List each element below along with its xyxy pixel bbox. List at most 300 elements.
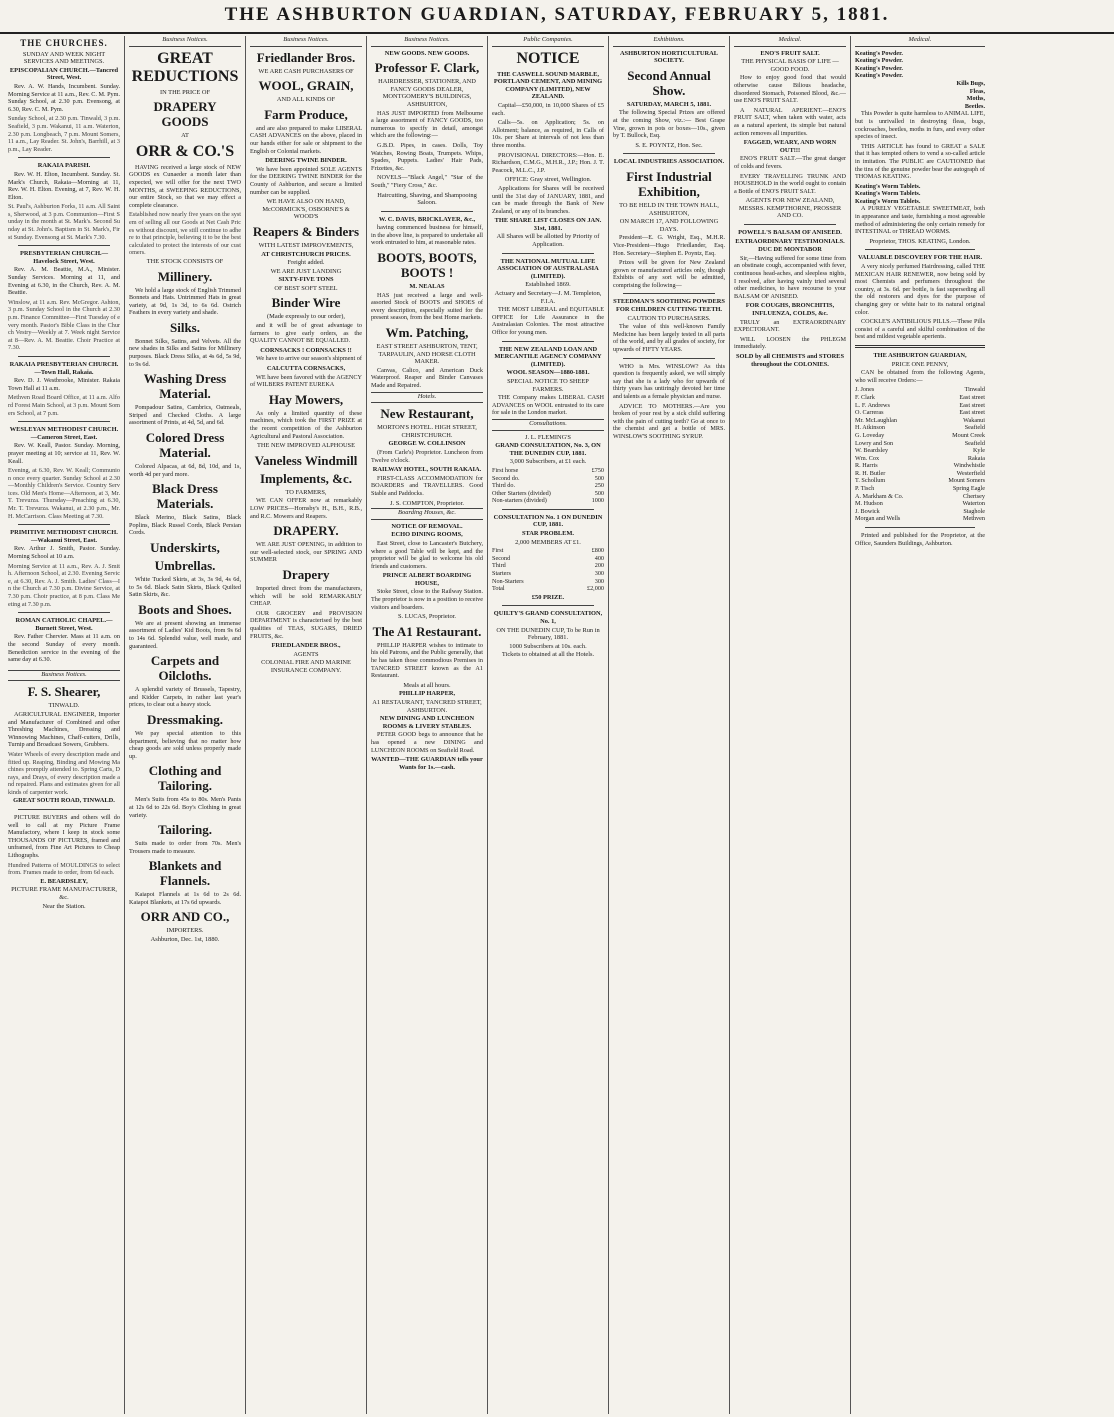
kills-item: Beetles. bbox=[964, 102, 985, 110]
list-row-label: Non-starters (divided) bbox=[492, 497, 547, 505]
sold-text: SOLD by all CHEMISTS and STORES throughout the COLONIES. bbox=[735, 352, 845, 368]
davis-text: having commenced business for himself, in the above line, is prepared to undertake all work entrusted to him, at reasonable rates. bbox=[371, 224, 483, 247]
list-row-label: First horse bbox=[492, 466, 519, 474]
clark-title: Professor F. Clark, bbox=[374, 60, 480, 76]
church-text: Rev. A. W. Hands, Incumbent. Sunday. Morning Service at 11 a.m., Rev. C. M. Pym. Sunday School, at 2.30 p.m. Evensong, at 6.30, Rev. C. M. Pym. bbox=[8, 82, 120, 113]
clark-text: HAS JUST IMPORTED from Melbourne a large assortment of FANCY GOODS, too numerous to specify in detail, amongst which are the following:— bbox=[371, 109, 483, 140]
church-heading: EPISCOPALIAN CHURCH.—Tancred Street, West. bbox=[9, 66, 119, 82]
churches-heading: THE CHURCHES. bbox=[20, 38, 108, 48]
all-kinds: AND ALL KINDS OF bbox=[276, 96, 336, 104]
new-restaurant-sub: MORTON'S HOTEL. HIGH STREET, CHRISTCHURCH. bbox=[377, 424, 477, 439]
deering-title: DEERING TWINE BINDER. bbox=[265, 157, 347, 165]
exhibition-date: ON MARCH 17, AND FOLLOWING DAYS. bbox=[619, 218, 719, 233]
in-price-of: IN THE PRICE OF bbox=[159, 88, 211, 96]
importers-label: IMPORTERS. bbox=[166, 927, 204, 935]
advice-text: ADVICE TO MOTHERS.—Are you broken of your rest by a sick child suffering with the pain of cutting teeth? Go at once to the chemist and get a bottle of MRS. WINSLOW'S SOOTHING SYRUP. bbox=[613, 402, 725, 440]
church-heading: ROMAN CATHOLIC CHAPEL.—Burnett Street, West. bbox=[15, 617, 113, 632]
latest-improvements: WITH LATEST IMPROVEMENTS, bbox=[258, 241, 354, 249]
silks-title: Silks. bbox=[170, 319, 200, 335]
caution-label: CAUTION TO PURCHASERS. bbox=[627, 314, 711, 322]
list-row bbox=[855, 500, 985, 508]
list-row-value: 250 bbox=[594, 482, 604, 490]
stock-consists: THE STOCK CONSISTS OF bbox=[146, 257, 224, 265]
tickets: Tickets to obtained at all the Hotels. bbox=[501, 651, 595, 659]
shearer-name: F. S. Shearer, bbox=[27, 684, 101, 700]
binder-text: and it will be of great advantage to farmers to give early orders, as the QUALITY CANNOT BE EQUALLED. bbox=[250, 322, 362, 345]
national-mutual: THE NATIONAL MUTUAL LIFE ASSOCIATION OF AUSTRALASIA (LIMITED). bbox=[497, 257, 599, 280]
special-notice: SPECIAL NOTICE TO SHEEP FARMERS. bbox=[507, 377, 589, 393]
kills-item: Moths, bbox=[966, 95, 985, 103]
church-heading: PRIMITIVE METHODIST CHURCH.—Wakanui Street, East. bbox=[10, 529, 118, 544]
list-row bbox=[855, 493, 985, 501]
washing-title: Washing Dress Material. bbox=[143, 371, 227, 402]
officers-text: President—E. G. Wright, Esq., M.H.R. Vice-President—Hugo Friedlander, Esq. Hon. Secretary—Stephen E. Poyntz, Esq. bbox=[613, 234, 725, 257]
orr-date: Ashburton, Dec. 1st, 1880. bbox=[150, 936, 220, 944]
testimonials: EXTRAORDINARY TESTIMONIALS. bbox=[735, 237, 845, 245]
applications-text: Applications for Shares will be received until the 31st day of JANUARY, 1881, and can be made through the Bank of New Zealand, or any of its branches. bbox=[492, 184, 604, 215]
list-row bbox=[855, 440, 985, 448]
list-row bbox=[492, 497, 604, 505]
list-row-value: East street bbox=[959, 409, 985, 417]
office-address: OFFICE: Gray street, Wellington. bbox=[504, 176, 592, 184]
church-text: Rev. Arthur J. Smith, Pastor. Sunday. Morning School at 10 a.m. bbox=[8, 545, 120, 561]
nealas-name: M. NEALAS bbox=[409, 283, 445, 291]
echo-dining: ECHO DINING ROOMS, bbox=[391, 531, 463, 539]
binder-sub: (Made expressly to our order), bbox=[267, 313, 345, 321]
list-row-value: Windwhistle bbox=[953, 462, 985, 470]
keating-powder: Keating's Powder. bbox=[855, 49, 903, 57]
binder-wire-title: Binder Wire bbox=[271, 295, 341, 311]
washing-text: Pompadour Satins, Cambrics, Oatmeals, Striped and Checked Cloths. A large assortment of Prints, at 4d, 5d, and 6d. bbox=[129, 404, 241, 427]
boots-text: We are at present showing an immense assortment of Ladies' Kid Boots, from 9s 6d to 14s 6d. Splendid value, well made, and guaranteed. bbox=[129, 619, 241, 650]
cornsacks-title: CORNSACKS ! CORNSACKS !! bbox=[260, 346, 352, 354]
carpets-title: Carpets and Oilcloths. bbox=[150, 653, 220, 684]
list-row bbox=[855, 485, 985, 493]
new-goods: NEW GOODS. NEW GOODS. bbox=[384, 49, 470, 57]
natural-aperient: A NATURAL APERIENT.—ENO'S FRUIT SALT, when taken with water, acts as a natural aperient, its simple but natural action removes all impurities. bbox=[734, 106, 846, 137]
list-row-label: G. Loveday bbox=[855, 431, 885, 439]
hay-mowers-title: Hay Mowers, bbox=[268, 391, 344, 407]
list-row bbox=[855, 447, 985, 455]
farm-produce: Farm Produce, bbox=[264, 106, 348, 122]
drapery-text: Imported direct from the manufacturers, which will be sold REMARKABLY CHEAP. bbox=[250, 584, 362, 608]
list-row bbox=[855, 455, 985, 463]
nealas-text: HAS just received a large and well-assorted Stock of BOOTS and SHOES of every description, especially suited for the present season, from the best Home markets. bbox=[371, 291, 483, 322]
orr-signature: ORR AND CO., bbox=[140, 909, 230, 925]
list-row bbox=[855, 424, 985, 432]
kills-item: Fleas, bbox=[969, 87, 985, 95]
worm-tablets: Keating's Worm Tablets. bbox=[855, 190, 921, 198]
list-row-label: M. Hudson bbox=[855, 500, 883, 508]
list-row-label: R. Harris bbox=[855, 462, 878, 470]
goode-text: PETER GOOD begs to announce that he has opened a new DINING and LUNCHEON ROOMS on Seafield Road. bbox=[371, 731, 483, 754]
powell-balsam: POWELL'S BALSAM OF ANISEED. bbox=[738, 229, 842, 237]
shearer-place: TINWALD. bbox=[48, 702, 80, 710]
millinery-text: We hold a large stock of English Trimmed Bonnets and Hats. Untrimmed Hats in great variety, at 9d, 1s 3d, to 6s 6d. Ostrich Feathers in every variety and shade. bbox=[129, 286, 241, 317]
calcutta-cornsacks: CALCUTTA CORNSACKS, bbox=[266, 365, 346, 373]
tailoring-title: Tailoring. bbox=[157, 822, 213, 838]
column-orr bbox=[125, 36, 246, 1414]
filler-text: Winslow, at 11 a.m. Rev. McGregor. Ashton, 3 p.m. Sunday School in the Church at 2.30 p.m. Finance Committee—First Tuesday of every month. Pastor's Bible Class in the Church Vestry—Weekly at 7. Week night Service at 8—Rev. A. M. Beattie. Choir Practice at 7.30. bbox=[8, 298, 120, 352]
column-header: Business Notices. bbox=[129, 36, 241, 47]
beardsley-address: Near the Station. bbox=[42, 902, 86, 910]
list-row bbox=[492, 578, 604, 586]
list-row-label: R. H. Butler bbox=[855, 469, 886, 477]
boots-title: Boots and Shoes. bbox=[138, 601, 232, 617]
agents-nz: AGENTS FOR NEW ZEALAND, MESSRS. KEMPTHORNE, PROSSER AND CO. bbox=[738, 197, 842, 220]
list-row-label: F. Clark bbox=[855, 393, 875, 401]
list-row-label: H. Atkinson bbox=[855, 424, 885, 432]
umbrellas-title: Umbrellas. bbox=[154, 558, 216, 573]
prize-50: £50 PRIZE. bbox=[531, 593, 565, 601]
column-header: Exhibitions. bbox=[613, 36, 725, 47]
lucas-name: S. LUCAS, Proprietor. bbox=[397, 613, 457, 621]
price-one-penny: PRICE ONE PENNY, bbox=[891, 360, 949, 368]
list-row-label: P. Tisch bbox=[855, 485, 875, 493]
physical-basis: THE PHYSICAL BASIS OF LIFE — GOOD FOOD. bbox=[741, 58, 839, 73]
list-row bbox=[855, 386, 985, 394]
list-row-label: L. F. Andrews bbox=[855, 401, 890, 409]
caswell-company: THE CASWELL SOUND MARBLE, PORTLAND CEMENT, AND MINING COMPANY (LIMITED), NEW ZEALAND. bbox=[493, 70, 603, 101]
grocery-text: OUR GROCERY and PROVISION DEPARTMENT is characterised by the best qualities of TEAS, SUGARS, DRIED FRUITS, &c. bbox=[250, 609, 362, 640]
filler-text: St. Paul's, Ashburton Forks, 11 a.m. All Saints, Sherwood, at 3 p.m. Communion—First Sunday in the month at St. Mark's. Second Sunday at St. John's. Baptism in St. Mark's, First Sunday. Evensong at St. Mark's 7.30. bbox=[8, 203, 120, 241]
filler-text: Sunday School, at 2.30 p.m. Tinwald, 3 p.m. Seafield, 3 p.m. Wakanui, 11 a.m. Waterton, 2.30 p.m. Longbeach, 7 p.m. Mount Somers, 11 a.m., Lay Reader. St. John's, Barrhill, at 3 p.m., Lay Reader. bbox=[8, 115, 120, 153]
show-date: SATURDAY, MARCH 5, 1881. bbox=[626, 100, 712, 108]
masthead: THE ASHBURTON GUARDIAN, SATURDAY, FEBRUARY 5, 1881. bbox=[0, 0, 1114, 34]
list-row-value: 300 bbox=[594, 577, 604, 585]
column-header: Medical. bbox=[855, 36, 985, 47]
allotment-text: All Shares will be allotted by Priority of Application. bbox=[496, 233, 600, 249]
grand-consultation: GRAND CONSULTATION, No. 3, ON THE DUNEDIN CUP, 1881. bbox=[495, 442, 601, 457]
millinery-title: Millinery. bbox=[157, 268, 213, 284]
blankets-title: Blankets and Flannels. bbox=[148, 858, 222, 889]
list-row-value: Seafield bbox=[964, 424, 985, 432]
column-header: Business Notices. bbox=[371, 36, 483, 47]
filler-text: Water Wheels of every description made and fitted up. Reaping, Binding and Mowing Machines promptly attended to. Spring Carts, Drays, and Drays, of every description made and repaired. Plans and estimates given for all kinds of carpenter work. bbox=[8, 750, 120, 796]
harper-sub: A1 RESTAURANT, TANCRED STREET, ASHBURTON. bbox=[372, 699, 482, 714]
first-exhibition: First Industrial Exhibition, bbox=[626, 168, 712, 199]
printed-by: Printed and published for the Proprietor, at the Office, Saunders Buildings, Ashburton. bbox=[855, 532, 985, 547]
list-row-value: £800 bbox=[591, 547, 604, 555]
list-row bbox=[855, 409, 985, 417]
sixty-five-tons: SIXTY-FIVE TONS bbox=[278, 276, 334, 284]
list-row-label: A. Markham & Co. bbox=[855, 492, 904, 500]
column-companies bbox=[488, 36, 609, 1414]
truly-text: TRULY an EXTRAORDINARY EXPECTORANT. bbox=[734, 318, 846, 334]
insurance-company: COLONIAL FIRE AND MARINE INSURANCE COMPANY. bbox=[261, 659, 351, 674]
list-row-label: W. Beardsley bbox=[855, 447, 889, 455]
deering-text: We have been appointed SOLE AGENTS for the DEERING TWINE BINDER for the County of Ashburton, and secure a limited number can be supplied. bbox=[250, 165, 362, 196]
list-row bbox=[855, 477, 985, 485]
capital-text: Capital—£50,000, in 10,000 Shares of £5 each. bbox=[492, 101, 604, 117]
wanted-notice: WANTED—THE GUARDIAN tells your Wants for 1s.—cash. bbox=[371, 756, 483, 771]
show-text: The following Special Prizes are offered at the coming Show, viz.:— Best Grape Vine, grown in pots or boxes—10s., given by T. Bullock, Esq. bbox=[613, 109, 725, 140]
keating-powder: Keating's Powder. bbox=[855, 72, 903, 80]
list-row-value: Westerfield bbox=[956, 469, 985, 477]
column-clark bbox=[367, 36, 488, 1414]
agents-label: AGENTS bbox=[293, 650, 319, 658]
clark-sub: HAIRDRESSER, STATIONER, AND FANCY GOODS DEALER, MONTGOMERY'S BUILDINGS, ASHBURTON, bbox=[378, 78, 476, 108]
church-text: Rev. W. Keall, Pastor. Sunday. Morning, prayer meeting at 10; service at 11, Rev. W. Keall. bbox=[8, 442, 120, 465]
steedman-title: STEEDMAN'S SOOTHING POWDERS FOR CHILDREN CUTTING TEETH. bbox=[613, 298, 725, 314]
patching-sub: EAST STREET ASHBURTON, TENT, TARPAULIN, AND HORSE CLOTH MAKER. bbox=[376, 343, 478, 366]
winslow-text: WHO is Mrs. WINSLOW? As this question is frequently asked, we will simply say that she is a lady who for upwards of thirty years has untiringly devoted her time and talents as a female physician and nurse. bbox=[613, 362, 725, 400]
list-row bbox=[492, 570, 604, 578]
list-row-value: Chertsey bbox=[963, 492, 985, 500]
list-row bbox=[492, 467, 604, 475]
hotels-heading: Hotels. bbox=[371, 392, 483, 404]
travelling-text: EVERY TRAVELLING TRUNK AND HOUSEHOLD in the world ought to contain a Bottle of ENO'S FRUIT SALT. bbox=[734, 172, 846, 195]
railway-text: FIRST-CLASS ACCOMMODATION for BOARDERS and TRAVELLERS. Good Stable and Paddocks. bbox=[371, 474, 483, 497]
list-row-label: J. Jones bbox=[855, 386, 875, 394]
column-header: Business Notices. bbox=[250, 36, 362, 47]
new-restaurant-title: New Restaurant, bbox=[380, 406, 474, 422]
quilty-title: QUILTY'S GRAND CONSULTATION, No. 1, bbox=[493, 610, 603, 625]
hay-intro: WE have been favored with the AGENCY of WILBERS PATENT EUREKA bbox=[250, 373, 362, 389]
list-row-value: Kyle bbox=[972, 447, 985, 455]
list-row bbox=[492, 562, 604, 570]
vaneless-title: Vaneless Windmill bbox=[254, 452, 358, 468]
blankets-text: Kaiapoi Flannels at 1s 6d to 2s 6d. Kaiapoi Blankets, at 17s 6d upwards. bbox=[129, 891, 241, 906]
agents-list bbox=[855, 386, 985, 523]
list-row-label: Starters bbox=[492, 570, 511, 578]
clothing-text: Men's Suits from 45s to 80s. Men's Pants at 12s 6d to 22s 6d. Boy's Clothing in great variety. bbox=[129, 796, 241, 819]
fagged: FAGGED, WEARY, AND WORN OUT!!! bbox=[743, 139, 837, 154]
harper-text: PHILLIP HARPER wishes to intimate to his old Patrons, and the Public generally, that he has taken those commodious Premises in TANCRED STREET known as the A1 Restaurant. bbox=[371, 641, 483, 680]
dressmaking-title: Dressmaking. bbox=[147, 711, 223, 727]
list-row-label: J. Bowick bbox=[855, 507, 880, 515]
list-row-label: Mr. McLaughlan bbox=[855, 416, 897, 424]
stimulants-text: ENO'S FRUIT SALT.—The great danger of colds and fevers. bbox=[734, 155, 846, 170]
fleming-name: J. L. FLEMING'S bbox=[525, 433, 571, 441]
prince-text: Stoke Street, close to the Railway Station. The proprietor is now in a position to receive visitors and boarders. bbox=[371, 588, 483, 611]
church-text: Rev. D. J. Westbrooke, Minister. Rakaia Town Hall at 11 a.m. bbox=[8, 377, 120, 392]
column-churches bbox=[4, 36, 125, 1414]
drapery-heading: DRAPERY. bbox=[273, 523, 339, 539]
prince-albert: PRINCE ALBERT BOARDING HOUSE, bbox=[382, 572, 472, 587]
orr-title: ORR & CO.'S bbox=[135, 142, 235, 160]
hair-text: A very nicely perfumed Hairdressing, called THE MEXICAN HAIR RENEWER, now being sold by most Chemists and perfumers throughout the country, at 3s. 6d. per bottle, is fast superseding all the old restorers and dyes for the purpose of changing grey or white hair to its natural original color. bbox=[855, 263, 985, 316]
filler-text: Hundred Patterns of MOULDINGS to select from. Frames made to order, from 6d each. bbox=[8, 861, 120, 877]
list-row bbox=[492, 475, 604, 483]
list-row-label: Second do. bbox=[492, 474, 520, 482]
a1-title: The A1 Restaurant. bbox=[372, 623, 482, 639]
list-row-value: Spring Eagle bbox=[952, 485, 985, 493]
list-row-value: 400 bbox=[594, 554, 604, 562]
worm-tablets: Keating's Worm Tablets. bbox=[855, 197, 921, 205]
shearer-address: GREAT SOUTH ROAD, TINWALD. bbox=[13, 797, 115, 805]
removal-notice: NOTICE OF REMOVAL. bbox=[391, 522, 463, 530]
list-row-label: O. Carreras bbox=[855, 409, 884, 417]
hair-saloon: Haircutting, Shaving, and Shampooing Saloon. bbox=[377, 191, 477, 207]
list-row-value: 200 bbox=[594, 562, 604, 570]
list-row-label: Morgan and Wells bbox=[855, 515, 901, 523]
underskirts-title: Underskirts, bbox=[150, 540, 220, 555]
guardian-title: THE ASHBURTON GUARDIAN, bbox=[873, 351, 967, 359]
compton-name: J. S. COMPTON, Proprietor. bbox=[390, 499, 464, 507]
kills-item: Kills Bugs, bbox=[956, 79, 985, 87]
subscribers: 3,000 Subscribers, at £1 each. bbox=[509, 458, 587, 466]
list-row-value: Waterton bbox=[962, 500, 985, 508]
list-row bbox=[492, 547, 604, 555]
list-row bbox=[492, 490, 604, 498]
silks-text: Bonnet Silks, Satins, and Velvets. All the new shades in Silks and Satins for Millinery purposes. Black Dress Silks, at 4s 6d, 5s 9d, to 9s 6d. bbox=[129, 337, 241, 368]
newspaper-columns bbox=[4, 36, 1110, 1414]
filler-text: Established now nearly five years on the system of selling all our Goods at Net Cash Prices without discount, we still continue to adhere to that principle, believing it to be the best calculated to protect the interests of our customers. bbox=[129, 211, 241, 257]
farm-text: and are also prepared to make LIBERAL CASH ADVANCES on the above, placed in our hands either for sale or shipment to the English or Colonial markets. bbox=[250, 124, 362, 155]
colored-text: Colored Alpacas, at 6d, 8d, 10d, and 1s, worth 4d per yard more. bbox=[129, 463, 241, 478]
collinson-text: (From Carle's) Proprietor. Luncheon from Twelve o'clock. bbox=[371, 448, 483, 464]
church-text: Rev. Father Chervier. Mass at 11 a.m. on the second Sunday of every month. Benediction service in the evening of the same day at 6.30. bbox=[8, 633, 120, 664]
list-row-label: Total bbox=[492, 585, 505, 593]
list-row-value: Wakanui bbox=[963, 416, 985, 424]
underskirts-text: White Tucked Skirts, at 3s, 3s 9d, 4s 6d, to 5s 6d. Black Satin Skirts, Black Quilted Satin Skirts, &c. bbox=[129, 576, 241, 599]
great-reductions-title: GREAT REDUCTIONS bbox=[131, 49, 239, 85]
list-row bbox=[492, 555, 604, 563]
carpets-text: A splendid variety of Brussels, Tapestry, and Kidder Carpets, in rather last year's prices, to clear out a heavy stock. bbox=[129, 686, 241, 709]
montabor: DUC DE MONTABOR bbox=[758, 246, 822, 254]
list-row-value: 500 bbox=[594, 474, 604, 482]
clark-list: G.B.D. Pipes, in cases. Dolls, Toy Watches, Rowing Boats, Trumpets. Whips, Spades, Puppets. Ladies' Hair Pads, Frizettes, &c. bbox=[371, 141, 483, 172]
friedlander-signature: FRIEDLANDER BROS., bbox=[271, 642, 341, 650]
share-list-closes: THE SHARE LIST CLOSES ON JAN. 31st, 1881. bbox=[494, 217, 602, 232]
keating-proprietor: Proprietor, THOS. KEATING, London. bbox=[869, 237, 971, 245]
list-row bbox=[855, 394, 985, 402]
list-row-value: Rakaia bbox=[967, 454, 985, 462]
list-row bbox=[855, 432, 985, 440]
to-farmers: TO FARMERS, bbox=[285, 488, 327, 496]
list-row-label: Third bbox=[492, 562, 506, 570]
calls-text: Calls—5s. on Application; 5s. on Allotment; balance, as required, in Calls of 10s. per Share at intervals of not less than three months. bbox=[492, 119, 604, 149]
list-row bbox=[855, 508, 985, 516]
vaneless-intro: THE NEW IMPROVED ALPHOUSE bbox=[256, 442, 356, 450]
colored-title: Colored Dress Material. bbox=[145, 430, 225, 461]
eno-text: How to enjoy good food that would otherwise cause Bilious headache, disordered Stomach, Poisoned Blood, &c.—use ENO'S FRUIT SALT. bbox=[734, 74, 846, 105]
harper-name: PHILLIP HARPER, bbox=[398, 690, 456, 698]
patching-text: Canvas, Calico, and American Duck Waterproof. Reaper and Binder Canvases Made and Repaired. bbox=[371, 366, 483, 389]
echo-text: East Street, close to Lancaster's Butchery, where a good Table will be kept, and the proprietor will be glad to welcome his old friends and customers. bbox=[371, 539, 483, 570]
beardsley-name: E. BEARDSLEY, bbox=[40, 877, 88, 885]
local-industries: LOCAL INDUSTRIES ASSOCIATION. bbox=[613, 158, 725, 166]
notice-title: NOTICE bbox=[516, 49, 580, 67]
patching-title: Wm. Patching, bbox=[385, 325, 469, 341]
list-row-label: T. Schollum bbox=[855, 477, 886, 485]
boots-heading: BOOTS, BOOTS, BOOTS ! bbox=[377, 250, 477, 281]
list-row bbox=[492, 482, 604, 490]
column-friedlander bbox=[246, 36, 367, 1414]
can-be-obtained: CAN be obtained from the following Agents, who will receive Orders:— bbox=[855, 369, 985, 384]
list-row-label: Non-Starters bbox=[492, 577, 524, 585]
cash-purchasers: WE ARE CASH PURCHASERS OF bbox=[258, 67, 354, 75]
list-row bbox=[855, 470, 985, 478]
black-text: Black Merino, Black Satins, Black Poplins, Black Russel Cords, Black Persian Cords. bbox=[129, 514, 241, 537]
boarding-heading: Boarding Houses, &c. bbox=[371, 508, 483, 520]
list-row-value: Tinwald bbox=[964, 386, 985, 394]
wool-season: WOOL SEASON—1880-1881. bbox=[506, 369, 590, 377]
church-heading: PRESBYTERIAN CHURCH.—Havelock Street, West. bbox=[19, 250, 109, 265]
new-dining: NEW DINING AND LUNCHEON ROOMS & LIVERY STABLES. bbox=[379, 715, 475, 730]
filler-text: Morning Service at 11 a.m., Rev. A. J. Smith. Afternoon School, at 2.30. Evening Service, at 6.30, Rev. A. J. Smith. Ladies' Class—In the Church at 7.30 p.m. Divine Service, at 7.30 p.m. Choir practice, at 8 p.m. Class Meeting at 7.30 p.m. bbox=[8, 562, 120, 608]
list-row-label: First bbox=[492, 547, 504, 555]
column-medical-2 bbox=[851, 36, 989, 1414]
list-row bbox=[855, 515, 985, 523]
pictures-text: PICTURE BUYERS and others will do well to call at my Picture Frame Manufactory, where I keep in stock some THOUSANDS OF PICTURES, framed and unframed, from Fine Art Pictures to Cheap Lithographs. bbox=[8, 814, 120, 860]
nz-loan: THE NEW ZEALAND LOAN AND MERCANTILE AGENCY COMPANY (LIMITED). bbox=[494, 345, 602, 368]
exhibition-sub: TO BE HELD IN THE TOWN HALL, ASHBURTON, bbox=[619, 201, 719, 217]
beardsley-sub: PICTURE FRAME MANUFACTURER, &c. bbox=[11, 886, 117, 901]
column-exhibitions bbox=[609, 36, 730, 1414]
steedman-text: The value of this well-known Family Medicine has been largely tested in all parts of the world, and by all grades of society, for upwards of FIFTY YEARS. bbox=[613, 323, 725, 354]
national-text: THE MOST LIBERAL and EQUITABLE OFFICE for Life Assurance in the Australasian Colonies. The most attractive Office for young men. bbox=[492, 306, 604, 336]
prizes-text: Prizes will be given for New Zealand grown or manufactured articles only, though Exhibits of any sort will be admitted, comprising the following— bbox=[613, 259, 725, 289]
soft-steel: OF BEST SOFT STEEL bbox=[274, 284, 338, 292]
filler-text: Evening, at 6.30, Rev. W. Keall; Communion once every quarter. Sunday School at 2.30—Monthly Children's Service. Country Services. Old Men's Home—Afternoon, at 3, Mr. T. Trevurza. Thursday—Preaching at 6.30, Mr. T. Trevurza. Wakanui, at 2.30 p.m., Mr. H. McCarrison. Class Meeting at 7.30. bbox=[8, 467, 120, 520]
cornsacks-text: We have to arrive our season's shipment of bbox=[256, 355, 362, 363]
loosen-text: WILL LOOSEN the PHLEGM immediately. bbox=[734, 335, 846, 351]
business-notices-heading: Business Notices. bbox=[8, 670, 120, 682]
horticultural-society: ASHBURTON HORTICULTURAL SOCIETY. bbox=[619, 49, 719, 65]
quilty-subscribers: 1000 Subscribers at 10s. each. bbox=[509, 642, 587, 650]
church-heading: RAKAIA PARISH. bbox=[37, 162, 91, 170]
just-landing: WE ARE JUST LANDING bbox=[270, 267, 342, 275]
list-row-value: Mount Creek bbox=[952, 431, 985, 439]
members: 2,000 MEMBERS AT £1. bbox=[515, 538, 581, 546]
actuary: Actuary and Secretary—J. M. Templeton, F.I.A. bbox=[494, 290, 602, 305]
coughs: FOR COUGHS, BRONCHITIS, INFLUENZA, COLDS, &c. bbox=[745, 302, 835, 317]
list-row-label: Third do. bbox=[492, 482, 516, 490]
keating-powder: Keating's Powder. bbox=[855, 64, 903, 72]
list-row-value: Staghole bbox=[963, 507, 985, 515]
cockle-text: COCKLE'S ANTIBILIOUS PILLS.—These Pills consist of a careful and skilful combination of the best and mildest vegetable aperients. bbox=[855, 318, 985, 341]
implements-title: Implements, &c. bbox=[259, 470, 353, 486]
duc-text: Sir,—Having suffered for some time from an obstinate cough, accompanied with fever, continuous head-aches, and sleepless nights, I resolved, after having vainly tried several other medicines, to have recourse to your BALSAM OF ANISEED. bbox=[734, 254, 846, 300]
prize-list bbox=[492, 547, 604, 593]
hair-discovery: VALUABLE DISCOVERY FOR THE HAIR. bbox=[857, 254, 983, 262]
established: Established 1869. bbox=[525, 281, 571, 289]
church-heading: RAKAIA PRESBYTERIAN CHURCH.—Town Hall, Rakaia. bbox=[9, 360, 119, 376]
church-heading: WESLEYAN METHODIST CHURCH.—Cameron Street, East. bbox=[9, 426, 119, 441]
quilty-sub: ON THE DUNEDIN CUP, To be Run in February, 1881. bbox=[496, 626, 600, 642]
hay-text: As only a limited quantity of these machines, which took the FIRST PRIZE at the recent competition of the Ashburton Agricultural and Pastoral Association. bbox=[250, 409, 362, 440]
directors-text: PROVISIONAL DIRECTORS:—Hon. E. Richardson, C.M.G., M.H.R., J.P.; Hon. J. T. Peacock, M.L.C., J.P. bbox=[492, 151, 604, 174]
orr-intro: HAVING received a large stock of NEW GOODS ex Cunaeder a month later than expected, we will offer for the next TWO MONTHS, at SWEEPING REDUCTIONS, our entire Stock, so that we may effect a complete clearance. bbox=[129, 163, 241, 209]
column-medical-1 bbox=[730, 36, 851, 1414]
column-header: Public Companies. bbox=[492, 36, 604, 47]
filler-text: Methven Road Board Office, at 11 a.m. Alford Forest Main School, at 3 p.m. Mount Somers School, at 7 p.m. bbox=[8, 394, 120, 417]
poyntz-sig: S. E. POYNTZ, Hon. Sec. bbox=[635, 141, 703, 149]
consultation-2: CONSULTATION No. 1 ON DUNEDIN CUP, 1881. bbox=[493, 513, 603, 529]
implements-text: WE CAN OFFER now at remarkably LOW PRICES—Hornsby's H., B.H., R.B., and R.C. Mowers and Reapers. bbox=[250, 497, 362, 520]
list-row-value: £2,000 bbox=[586, 585, 604, 593]
railway-hotel: RAILWAY HOTEL, SOUTH RAKAIA. bbox=[372, 466, 482, 474]
churches-subtitle: SUNDAY AND WEEK NIGHT SERVICES AND MEETINGS. bbox=[22, 50, 106, 66]
prize-list bbox=[492, 467, 604, 505]
list-row-value: 1000 bbox=[591, 497, 604, 505]
novels-text: NOVELS—"Black Angel," "Star of the South," "Fiery Cross," &c. bbox=[371, 174, 483, 189]
list-row-value: Methven bbox=[963, 515, 985, 523]
list-row-value: East street bbox=[959, 401, 985, 409]
christchurch-prices: AT CHRISTCHURCH PRICES. bbox=[261, 250, 351, 258]
shearer-text: AGRICULTURAL ENGINEER, Importer and Manufacturer of Combined and other Threshing Machines, Dressing and Winnowing Machines, Chaff-cutters, Drills, Turnip and Broadcast Sowers, Grubbers. bbox=[8, 710, 120, 749]
davis-title: W. C. DAVIS, BRICKLAYER, &c., bbox=[378, 215, 476, 223]
list-row-value: 300 bbox=[594, 570, 604, 578]
list-row-value: 500 bbox=[594, 489, 604, 497]
column-header: Medical. bbox=[734, 36, 846, 47]
friedlander-title: Friedlander Bros. bbox=[256, 49, 356, 65]
dressmaking-text: We pay special attention to this department, believing that no matter how cheap goods are sold unless properly made up. bbox=[129, 729, 241, 760]
meals-all-hours: Meals at all hours. bbox=[403, 681, 451, 689]
worm-text: A PURELY VEGETABLE SWEETMEAT, both in appearance and taste, furnishing a most agreeable method of administering the only certain remedy for INTESTINAL or THREAD WORMS. bbox=[855, 205, 985, 236]
